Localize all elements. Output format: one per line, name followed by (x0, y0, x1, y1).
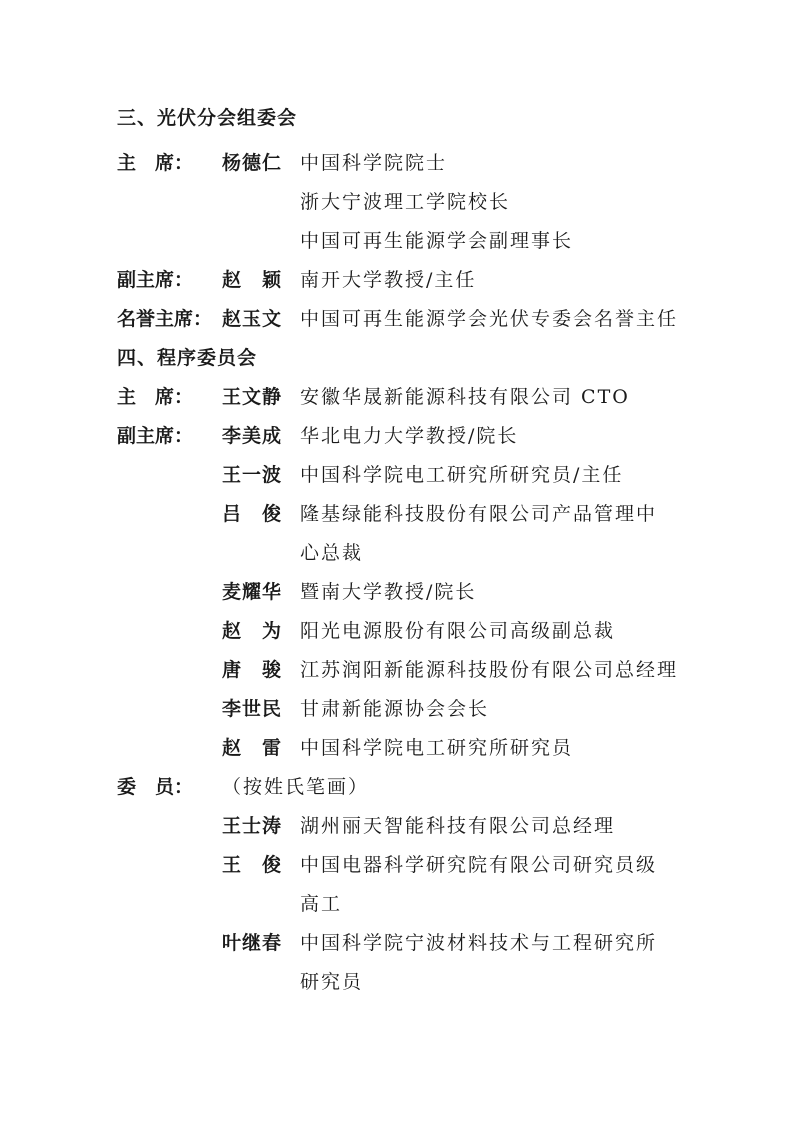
member-title: 研究员 (300, 971, 364, 993)
member-title: 中国电器科学研究院有限公司研究员级 (300, 854, 658, 876)
member-title: 中国科学院宁波材料技术与工程研究所 (300, 932, 658, 954)
role-label-program-vice-chair: 副主席： (117, 425, 194, 447)
vice-chair-title: 南开大学教授/主任 (300, 269, 477, 291)
role-label-program-chair: 主 席： (117, 386, 194, 408)
vice-chair-title: 心总裁 (300, 542, 364, 564)
role-label-honorary-chair: 名誉主席： (117, 308, 213, 330)
member-title: 高工 (300, 893, 343, 915)
vice-chair-name: 李世民 (222, 698, 283, 720)
program-chair-name: 王文静 (222, 386, 283, 408)
vice-chair-title: 中国科学院电工研究所研究员/主任 (300, 464, 624, 486)
chair-title: 中国可再生能源学会副理事长 (300, 230, 574, 252)
vice-chair-title: 甘肃新能源协会会长 (300, 698, 490, 720)
vice-chair-name: 李美成 (222, 425, 283, 447)
vice-chair-title: 阳光电源股份有限公司高级副总裁 (300, 620, 616, 642)
vice-chair-title: 江苏润阳新能源科技股份有限公司总经理 (300, 659, 679, 681)
members-sort-note: （按姓氏笔画） (222, 776, 370, 798)
chair-name: 杨德仁 (222, 152, 283, 174)
section-title-organizing: 三、光伏分会组委会 (117, 107, 298, 129)
vice-chair-name: 赵 颖 (222, 269, 283, 291)
vice-chair-name: 麦耀华 (222, 581, 283, 603)
program-chair-title: 安徽华晟新能源科技有限公司 CTO (300, 386, 630, 408)
vice-chair-name: 赵 雷 (222, 737, 283, 759)
vice-chair-title: 中国科学院电工研究所研究员 (300, 737, 574, 759)
honorary-chair-title: 中国可再生能源学会光伏专委会名誉主任 (300, 308, 679, 330)
member-name: 叶继春 (222, 932, 283, 954)
section-title-program: 四、程序委员会 (117, 347, 258, 369)
vice-chair-name: 吕 俊 (222, 503, 283, 525)
honorary-chair-name: 赵玉文 (222, 308, 283, 330)
role-label-vice-chair: 副主席： (117, 269, 194, 291)
role-label-members: 委 员： (117, 776, 194, 798)
vice-chair-name: 王一波 (222, 464, 283, 486)
chair-title: 浙大宁波理工学院校长 (300, 191, 511, 213)
vice-chair-title: 暨南大学教授/院长 (300, 581, 477, 603)
member-name: 王 俊 (222, 854, 283, 876)
vice-chair-name: 赵 为 (222, 620, 283, 642)
vice-chair-name: 唐 骏 (222, 659, 283, 681)
vice-chair-title: 隆基绿能科技股份有限公司产品管理中 (300, 503, 658, 525)
role-label-chair: 主 席： (117, 152, 194, 174)
vice-chair-title: 华北电力大学教授/院长 (300, 425, 519, 447)
member-name: 王士涛 (222, 815, 283, 837)
chair-title: 中国科学院院士 (300, 152, 448, 174)
member-title: 湖州丽天智能科技有限公司总经理 (300, 815, 616, 837)
